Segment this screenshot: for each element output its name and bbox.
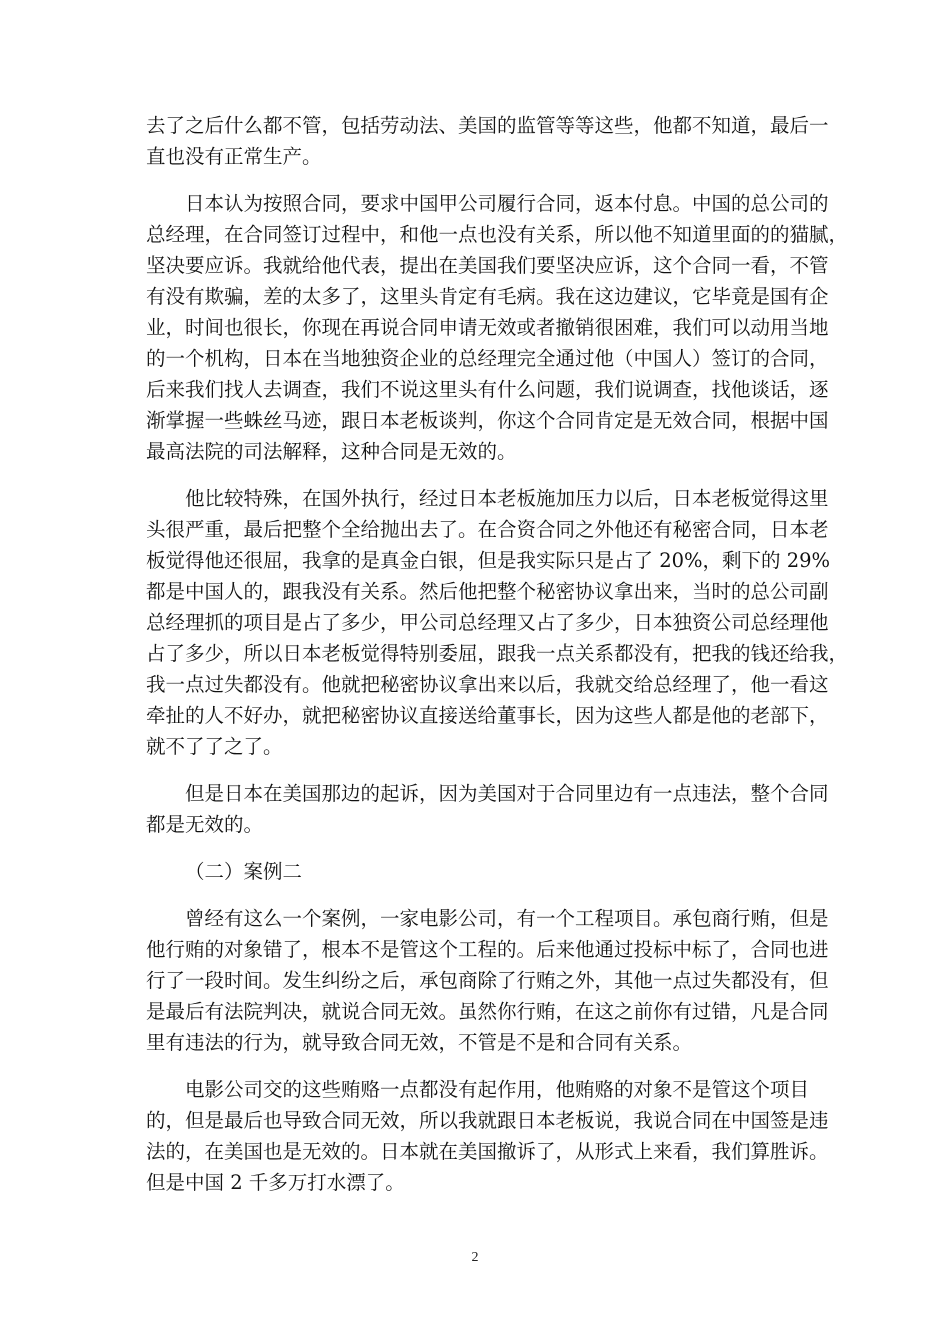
paragraph-line: 曾经有这么一个案例，一家电影公司，有一个工程项目。承包商行贿，但是: [185, 907, 829, 930]
paragraph-line: 去了之后什么都不管，包括劳动法、美国的监管等等这些，他都不知道，最后一: [146, 114, 829, 137]
paragraph-line: 的，但是最后也导致合同无效，所以我就跟日本老板说，我说合同在中国签是违: [146, 1109, 829, 1132]
paragraph-line: 占了多少，所以日本老板觉得特别委屈，跟我一点关系都没有，把我的钱还给我，: [146, 642, 849, 665]
paragraph-line: 他行贿的对象错了，根本不是管这个工程的。后来他通过投标中标了，合同也进: [146, 938, 829, 961]
paragraph-line: 板觉得他还很屈，我拿的是真金白银，但是我实际只是占了 20%，剩下的 29%: [146, 549, 831, 572]
paragraph-line: 是最后有法院判决，就说合同无效。虽然你行贿，在这之前你有过错，凡是合同: [146, 1000, 829, 1023]
paragraph-line: 里有违法的行为，就导致合同无效，不管是不是和合同有关系。: [146, 1031, 693, 1054]
paragraph-line: 行了一段时间。发生纠纷之后，承包商除了行贿之外，其他一点过失都没有，但: [146, 969, 829, 992]
paragraph: [146, 188, 849, 467]
paragraph-line: 就不了了之了。: [146, 735, 283, 758]
paragraph-line: 后来我们找人去调查，我们不说这里头有什么问题，我们说调查，找他谈话，逐: [146, 378, 829, 401]
paragraph: [146, 483, 849, 762]
paragraph-line: 我一点过失都没有。他就把秘密协议拿出来以后，我就交给总经理了，他一看这: [146, 673, 829, 696]
paragraph-line: 坚决要应诉。我就给他代表，提出在美国我们要坚决应诉，这个合同一看，不管: [146, 254, 829, 277]
paragraph: [146, 903, 829, 1058]
paragraph-line: 的一个机构，日本在当地独资企业的总经理完全通过他（中国人）签订的合同，: [146, 347, 829, 370]
document-body: [146, 110, 849, 1214]
paragraph-line: 有没有欺骗，差的太多了，这里头肯定有毛病。我在这边建议，它毕竟是国有企: [146, 285, 829, 308]
section-heading: （二）案例二: [185, 860, 303, 883]
paragraph-line: 但是中国 2 千多万打水漂了。: [146, 1171, 405, 1194]
paragraph-line: 总经理，在合同签订过程中，和他一点也没有关系，所以他不知道里面的的猫腻，: [146, 223, 849, 246]
paragraph-line: 最高法院的司法解释，这种合同是无效的。: [146, 440, 517, 463]
paragraph-line: 日本认为按照合同，要求中国甲公司履行合同，返本付息。中国的总公司的: [185, 192, 829, 215]
paragraph-line: 但是日本在美国那边的起诉，因为美国对于合同里边有一点违法，整个合同: [185, 782, 829, 805]
paragraph-line: 都是中国人的，跟我没有关系。然后他把整个秘密协议拿出来，当时的总公司副: [146, 580, 829, 603]
paragraph-line: 业，时间也很长，你现在再说合同申请无效或者撤销很困难，我们可以动用当地: [146, 316, 829, 339]
paragraph-line: 法的，在美国也是无效的。日本就在美国撤诉了，从形式上来看，我们算胜诉。: [146, 1140, 829, 1163]
paragraph-line: 渐掌握一些蛛丝马迹，跟日本老板谈判，你这个合同肯定是无效合同，根据中国: [146, 409, 829, 432]
paragraph: [146, 778, 829, 840]
paragraph-line: 都是无效的。: [146, 813, 264, 836]
paragraph-line: 牵扯的人不好办，就把秘密协议直接送给董事长，因为这些人都是他的老部下，: [146, 704, 829, 727]
paragraph-line: 电影公司交的这些贿赂一点都没有起作用，他贿赂的对象不是管这个项目: [185, 1078, 810, 1101]
page-number: 2: [471, 1250, 479, 1265]
paragraph: [146, 1074, 829, 1198]
paragraph-line: 直也没有正常生产。: [146, 145, 322, 168]
paragraphs-after-heading: [146, 903, 829, 1198]
paragraphs-before-heading: [146, 110, 849, 840]
paragraph-line: 头很严重，最后把整个全给抛出去了。在合资合同之外他还有秘密合同，日本老: [146, 518, 829, 541]
paragraph: [146, 110, 829, 172]
paragraph-line: 总经理抓的项目是占了多少，甲公司总经理又占了多少，日本独资公司总经理他: [146, 611, 829, 634]
paragraph-line: 他比较特殊，在国外执行，经过日本老板施加压力以后，日本老板觉得这里: [185, 487, 829, 510]
